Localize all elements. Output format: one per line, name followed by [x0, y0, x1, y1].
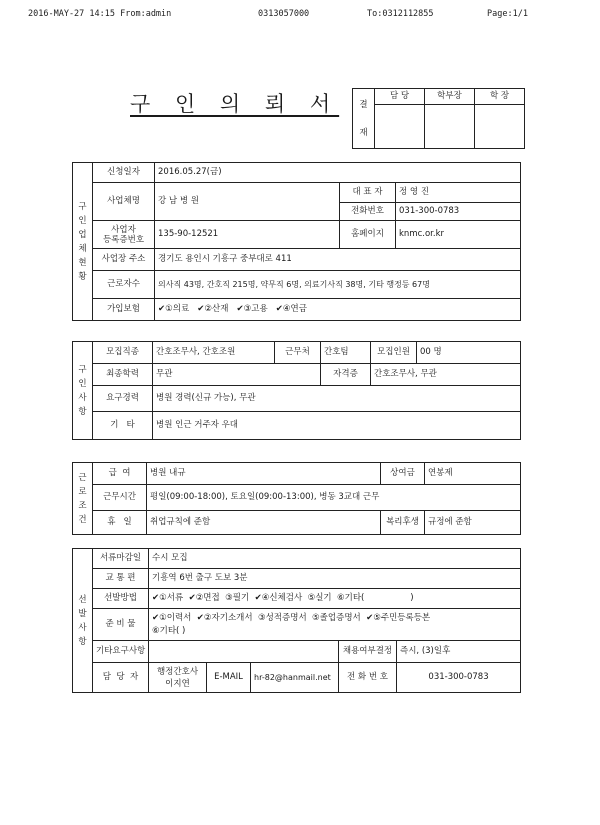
- welfare-value[interactable]: 규정에 준함: [425, 511, 521, 535]
- approval-sign-manager[interactable]: [375, 105, 425, 149]
- job-type-label: 모집직종: [93, 342, 153, 364]
- contact-value[interactable]: 행정간호사 이지연: [149, 663, 207, 693]
- insurance-value[interactable]: ✔①의료 ✔②산재 ✔③고용 ✔④연금: [155, 299, 521, 321]
- documents-value[interactable]: ✔①이력서 ✔②자기소개서 ③성적증명서 ⑤졸업증명서 ✔⑤주민등록등본 ⑥기타( ): [149, 609, 521, 641]
- fax-from-number: 0313057000: [258, 9, 310, 19]
- license-value[interactable]: 간호조무사, 무관: [371, 364, 521, 386]
- salary-value[interactable]: 병원 내규: [147, 463, 381, 485]
- deadline-value[interactable]: 수시 모집: [149, 549, 521, 569]
- welfare-label: 복리후생: [381, 511, 425, 535]
- application-date-value[interactable]: 2016.05.27(금): [155, 163, 521, 183]
- company-name-value[interactable]: 강 남 병 원: [155, 183, 340, 221]
- deadline-label: 서류마감일: [93, 549, 149, 569]
- conditions-section-label: 근 로 조 건: [73, 463, 93, 535]
- other-requirements-label: 기타요구사항: [93, 641, 149, 663]
- documents-label: 준 비 물: [93, 609, 149, 641]
- contact-phone-value[interactable]: 031-300-0783: [397, 663, 521, 693]
- reg-no-label: 사업자 등록증번호: [93, 221, 155, 249]
- contact-phone-label: 전 화 번 호: [339, 663, 397, 693]
- reg-no-value[interactable]: 135-90-12521: [155, 221, 340, 249]
- ceo-value[interactable]: 정 영 진: [396, 183, 521, 203]
- email-label: E-MAIL: [207, 663, 251, 693]
- bonus-label: 상여금: [381, 463, 425, 485]
- headcount-value[interactable]: 00 명: [417, 342, 521, 364]
- company-name-label: 사업체명: [93, 183, 155, 221]
- approval-side-label: 결 재: [353, 89, 375, 149]
- job-details-table: [72, 341, 521, 440]
- application-date-label: 신청일자: [93, 163, 155, 183]
- fax-page: Page:1/1: [487, 9, 528, 19]
- workers-value[interactable]: 의사직 43명, 간호직 215명, 약무직 6명, 의료기사직 38명, 기타 행정등 67명: [155, 271, 521, 299]
- method-value[interactable]: ✔①서류 ✔②면접 ③필기 ✔④신체검사 ⑤실기 ⑥기타( ): [149, 589, 521, 609]
- education-value[interactable]: 무관: [153, 364, 321, 386]
- workers-label: 근로자수: [93, 271, 155, 299]
- decision-label: 채용여부결정: [339, 641, 397, 663]
- approval-sign-dean[interactable]: [475, 105, 525, 149]
- job-section-label: 구 인 사 항: [73, 342, 93, 440]
- ceo-label: 대 표 자: [340, 183, 396, 203]
- etc-value[interactable]: 병원 인근 거주자 우대: [153, 412, 521, 440]
- bonus-value[interactable]: 연봉제: [425, 463, 521, 485]
- homepage-label: 홈페이지: [340, 221, 396, 249]
- approval-header-manager: 담 당: [375, 89, 425, 105]
- experience-value[interactable]: 병원 경력(신규 가능), 무관: [153, 386, 521, 412]
- phone-value[interactable]: 031-300-0783: [396, 203, 521, 221]
- other-requirements-value[interactable]: [149, 641, 339, 663]
- address-label: 사업장 주소: [93, 249, 155, 271]
- experience-label: 요구경력: [93, 386, 153, 412]
- transport-label: 교 통 편: [93, 569, 149, 589]
- company-info-table: [72, 162, 521, 321]
- selection-table: [72, 548, 521, 693]
- headcount-label: 모집인원: [371, 342, 417, 364]
- education-label: 최종학력: [93, 364, 153, 386]
- salary-label: 급 여: [93, 463, 147, 485]
- fax-to: To:0312112855: [367, 9, 434, 19]
- license-label: 자격증: [321, 364, 371, 386]
- approval-header-dept-head: 학부장: [425, 89, 475, 105]
- phone-label: 전화번호: [340, 203, 396, 221]
- etc-label: 기 타: [93, 412, 153, 440]
- holiday-label: 휴 일: [93, 511, 147, 535]
- address-value[interactable]: 경기도 용인시 기흥구 중부대로 411: [155, 249, 521, 271]
- holiday-value[interactable]: 취업규칙에 준함: [147, 511, 381, 535]
- conditions-table: [72, 462, 521, 535]
- hours-label: 근무시간: [93, 485, 147, 511]
- insurance-label: 가입보험: [93, 299, 155, 321]
- decision-value[interactable]: 즉시, (3)일후: [397, 641, 521, 663]
- work-place-value[interactable]: 간호팀: [321, 342, 371, 364]
- company-section-label: 구 인 업 체 현 황: [73, 163, 93, 321]
- approval-sign-dept-head[interactable]: [425, 105, 475, 149]
- fax-datetime: 2016-MAY-27 14:15 From:admin: [28, 9, 172, 19]
- method-label: 선발방법: [93, 589, 149, 609]
- approval-box: [352, 88, 525, 149]
- selection-section-label: 선 발 사 항: [73, 549, 93, 693]
- hours-value[interactable]: 평일(09:00-18:00), 토요일(09:00-13:00), 병동 3교대 근무: [147, 485, 521, 511]
- transport-value[interactable]: 기흥역 6번 출구 도보 3분: [149, 569, 521, 589]
- approval-header-dean: 학 장: [475, 89, 525, 105]
- homepage-value[interactable]: knmc.or.kr: [396, 221, 521, 249]
- contact-label: 담 당 자: [93, 663, 149, 693]
- job-type-value[interactable]: 간호조무사, 간호조원: [153, 342, 275, 364]
- email-value[interactable]: hr-82@hanmail.net: [251, 663, 339, 693]
- work-place-label: 근무처: [275, 342, 321, 364]
- page-title: 구 인 의 뢰 서: [130, 92, 340, 116]
